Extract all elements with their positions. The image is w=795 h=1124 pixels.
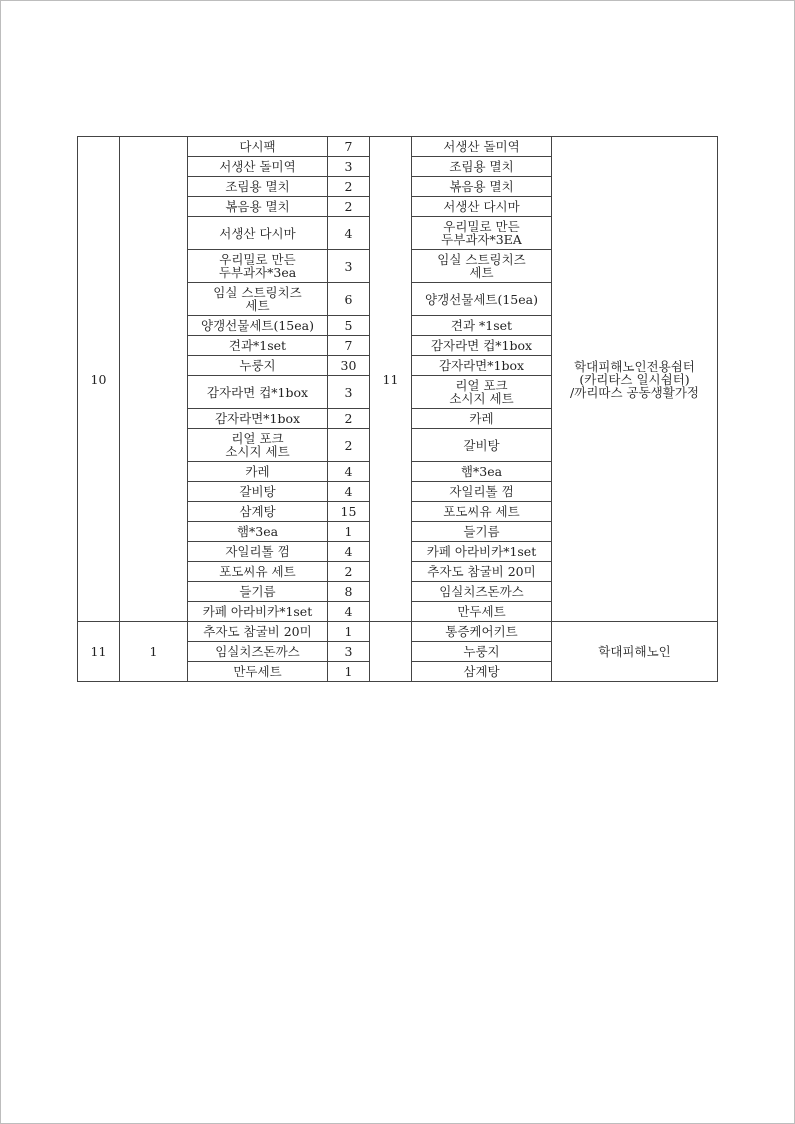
item-qty-cell: 4: [328, 602, 370, 622]
item-qty-cell: 8: [328, 582, 370, 602]
received-item-cell: 조림용 멸치: [412, 157, 552, 177]
item-name-cell: 삼계탕: [188, 502, 328, 522]
item-name-cell: 포도씨유 세트: [188, 562, 328, 582]
item-qty-cell: 1: [328, 522, 370, 542]
item-qty-cell: 1: [328, 622, 370, 642]
group-count-cell: [120, 137, 188, 622]
item-name-cell: 카페 아라비카*1set: [188, 602, 328, 622]
donation-table: [77, 136, 718, 682]
received-item-cell: 들기름: [412, 522, 552, 542]
received-item-cell: 볶음용 멸치: [412, 177, 552, 197]
organization-cell: 학대피해노인: [552, 622, 718, 682]
received-item-cell: 누룽지: [412, 642, 552, 662]
item-qty-cell: 30: [328, 356, 370, 376]
received-item-cell: 서생산 다시마: [412, 197, 552, 217]
received-item-cell: 만두세트: [412, 602, 552, 622]
item-name-cell: 자일리톨 껌: [188, 542, 328, 562]
item-qty-cell: 2: [328, 409, 370, 429]
item-qty-cell: 4: [328, 217, 370, 250]
item-qty-cell: 2: [328, 177, 370, 197]
received-item-cell: 카페 아라비카*1set: [412, 542, 552, 562]
received-item-cell: 양갱선물세트(15ea): [412, 283, 552, 316]
item-name-cell: 만두세트: [188, 662, 328, 682]
group-number-cell: 10: [78, 137, 120, 622]
received-item-cell: 햄*3ea: [412, 462, 552, 482]
item-name-cell: 조림용 멸치: [188, 177, 328, 197]
item-name-cell: 들기름: [188, 582, 328, 602]
received-item-cell: 추자도 참굴비 20미: [412, 562, 552, 582]
received-item-cell: 감자라면 컵*1box: [412, 336, 552, 356]
item-qty-cell: 6: [328, 283, 370, 316]
received-item-cell: 자일리톨 껌: [412, 482, 552, 502]
item-name-cell: 리얼 포크 소시지 세트: [188, 429, 328, 462]
group-count-cell: 1: [120, 622, 188, 682]
item-name-cell: 카레: [188, 462, 328, 482]
received-item-cell: 감자라면*1box: [412, 356, 552, 376]
item-qty-cell: 3: [328, 157, 370, 177]
table-row: [78, 622, 718, 642]
receiver-number-cell: [370, 622, 412, 682]
item-qty-cell: 1: [328, 662, 370, 682]
item-qty-cell: 3: [328, 642, 370, 662]
received-item-cell: 우리밀로 만든 두부과자*3EA: [412, 217, 552, 250]
item-name-cell: 견과*1set: [188, 336, 328, 356]
receiver-number-cell: 11: [370, 137, 412, 622]
item-name-cell: 임실 스트링치즈 세트: [188, 283, 328, 316]
received-item-cell: 갈비탕: [412, 429, 552, 462]
item-qty-cell: 7: [328, 336, 370, 356]
item-name-cell: 임실치즈돈까스: [188, 642, 328, 662]
item-name-cell: 볶음용 멸치: [188, 197, 328, 217]
received-item-cell: 임실치즈돈까스: [412, 582, 552, 602]
received-item-cell: 리얼 포크 소시지 세트: [412, 376, 552, 409]
item-qty-cell: 4: [328, 542, 370, 562]
item-name-cell: 갈비탕: [188, 482, 328, 502]
received-item-cell: 삼계탕: [412, 662, 552, 682]
item-name-cell: 감자라면 컵*1box: [188, 376, 328, 409]
item-name-cell: 누룽지: [188, 356, 328, 376]
item-qty-cell: 3: [328, 250, 370, 283]
received-item-cell: 서생산 돌미역: [412, 137, 552, 157]
item-qty-cell: 2: [328, 197, 370, 217]
item-qty-cell: 3: [328, 376, 370, 409]
item-name-cell: 감자라면*1box: [188, 409, 328, 429]
item-name-cell: 햄*3ea: [188, 522, 328, 542]
item-name-cell: 서생산 돌미역: [188, 157, 328, 177]
received-item-cell: 포도씨유 세트: [412, 502, 552, 522]
item-qty-cell: 7: [328, 137, 370, 157]
item-qty-cell: 4: [328, 482, 370, 502]
received-item-cell: 통증케어키트: [412, 622, 552, 642]
item-name-cell: 양갱선물세트(15ea): [188, 316, 328, 336]
received-item-cell: 견과 *1set: [412, 316, 552, 336]
item-name-cell: 다시팩: [188, 137, 328, 157]
received-item-cell: 임실 스트링치즈 세트: [412, 250, 552, 283]
item-name-cell: 추자도 참굴비 20미: [188, 622, 328, 642]
item-qty-cell: 5: [328, 316, 370, 336]
table-row: [78, 137, 718, 157]
item-name-cell: 우리밀로 만든 두부과자*3ea: [188, 250, 328, 283]
organization-cell: 학대피해노인전용쉼터 (카리타스 일시쉼터) /까리따스 공동생활가정: [552, 137, 718, 622]
group-number-cell: 11: [78, 622, 120, 682]
item-qty-cell: 4: [328, 462, 370, 482]
item-name-cell: 서생산 다시마: [188, 217, 328, 250]
item-qty-cell: 15: [328, 502, 370, 522]
item-qty-cell: 2: [328, 562, 370, 582]
item-qty-cell: 2: [328, 429, 370, 462]
received-item-cell: 카레: [412, 409, 552, 429]
